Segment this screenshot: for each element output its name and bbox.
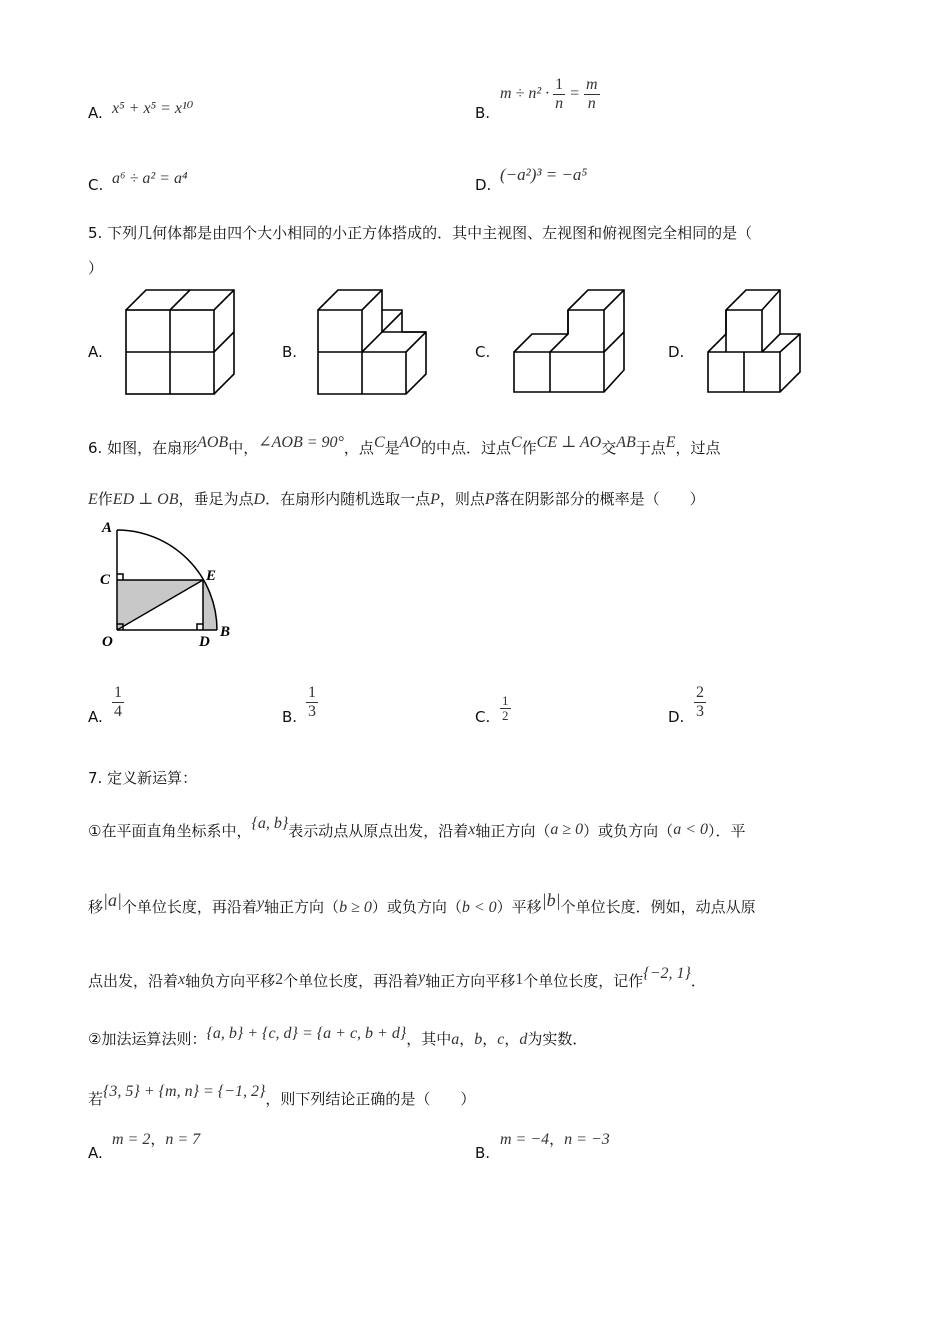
label-c: C bbox=[100, 572, 111, 588]
q4-option-c-expr: a⁶ ÷ a² = a⁴ bbox=[112, 170, 188, 187]
q7-rule1-line1: ①在平面直角坐标系中，{a, b}表示动点从原点出发，沿着x轴正方向（a ≥ 0）或负方向（a < 0）．平 bbox=[88, 815, 746, 840]
q5-option-a-label: A. bbox=[88, 343, 103, 361]
q6-stem-line2: E作ED ⊥ OB，垂足为点D．在扇形内随机选取一点P，则点P落在阴影部分的概率是（ ） bbox=[88, 490, 705, 508]
q7-option-b-value: m = −4，n = −3 bbox=[500, 1130, 610, 1148]
q5-figure-d bbox=[704, 288, 804, 398]
q7-condition: 若{3, 5} + {m, n} = {−1, 2}，则下列结论正确的是（ ） bbox=[88, 1083, 476, 1108]
q6-option-c-value: $\frac{1}{2}$ bbox=[502, 693, 509, 724]
q6-sector-figure bbox=[96, 518, 246, 652]
q6-option-b-value: $\frac{1}{3}$ bbox=[308, 684, 316, 720]
shaded-segment bbox=[203, 580, 217, 630]
q4-option-a-label: A. bbox=[88, 104, 103, 122]
label-e: E bbox=[206, 568, 217, 584]
q5-stem-line2: ） bbox=[88, 259, 104, 277]
label-o: O bbox=[102, 634, 113, 650]
q5-stem-line1: 5. 下列几何体都是由四个大小相同的小正方体搭成的．其中主视图、左视图和俯视图完全相同的是（ bbox=[88, 224, 753, 242]
q4-option-b-label: B. bbox=[475, 104, 491, 122]
q6-option-b-label: B. bbox=[282, 708, 298, 726]
q6-stem-line1: 6. 如图，在扇形AOB中，∠AOB = 90°，点C是AO的中点．过点C作CE ⊥ AO交AB于点E，过点 bbox=[88, 434, 721, 457]
q7-rule1-line3: 点出发，沿着x轴负方向平移2个单位长度，再沿着y轴正方向平移1个单位长度，记作{−2, 1}． bbox=[88, 965, 706, 990]
q6-option-a-label: A. bbox=[88, 708, 103, 726]
q5-option-d-label: D. bbox=[668, 343, 685, 361]
label-b: B bbox=[220, 624, 231, 640]
q5-figure-a bbox=[124, 288, 240, 398]
q4-option-a-expr: x⁵ + x⁵ = x¹⁰ bbox=[112, 100, 194, 117]
q4-option-b-expr: m ÷ n² · $\frac{1}{n}$ = $\frac{m}{n}$ bbox=[500, 76, 598, 112]
q7-option-a-value: m = 2，n = 7 bbox=[112, 1130, 201, 1148]
q4-option-d-expr: (−a²)³ = −a⁵ bbox=[500, 165, 588, 184]
label-d: D bbox=[199, 634, 210, 650]
q6-option-d-label: D. bbox=[668, 708, 685, 726]
q7-rule2: ②加法运算法则：{a, b} + {c, d} = {a + c, b + d}，其中a，b，c，d为实数． bbox=[88, 1025, 588, 1048]
q7-title: 7. 定义新运算： bbox=[88, 769, 198, 787]
q5-option-c-label: C. bbox=[475, 343, 491, 361]
label-a: A bbox=[102, 520, 113, 536]
q5-option-b-label: B. bbox=[282, 343, 298, 361]
q7-option-b-label: B. bbox=[475, 1144, 491, 1162]
q5-figure-b bbox=[316, 288, 432, 398]
q7-option-a-label: A. bbox=[88, 1144, 103, 1162]
q6-option-d-value: $\frac{2}{3}$ bbox=[696, 684, 704, 720]
q7-rule1-line2: 移|a|个单位长度，再沿着y轴正方向（b ≥ 0）或负方向（b < 0）平移|b|个单位长度．例如，动点从原 bbox=[88, 890, 756, 916]
q4-option-c-label: C. bbox=[88, 176, 104, 194]
q5-figure-c bbox=[510, 288, 626, 398]
q6-option-a-value: $\frac{1}{4}$ bbox=[114, 684, 122, 720]
q6-option-c-label: C. bbox=[475, 708, 491, 726]
q4-option-d-label: D. bbox=[475, 176, 492, 194]
